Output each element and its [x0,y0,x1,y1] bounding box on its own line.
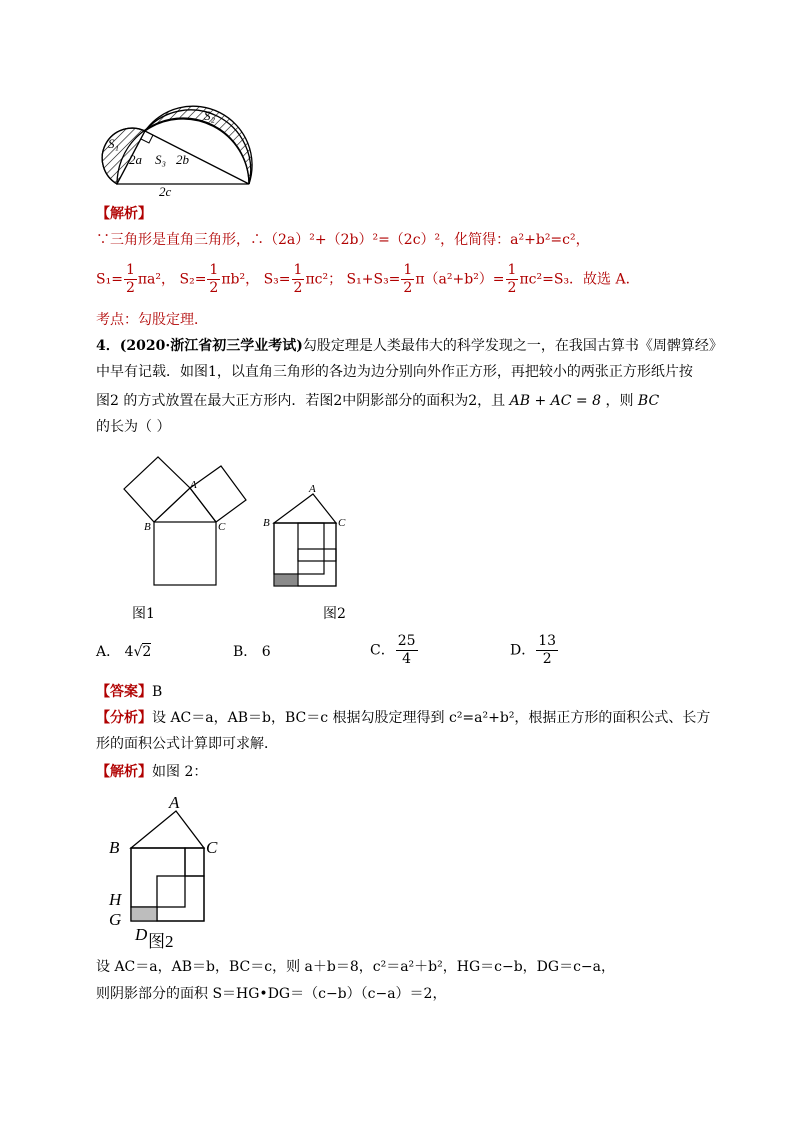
semicircle-figure [90,92,280,202]
figure-2-caption: 图2 [323,606,346,622]
answer-value: B [152,684,163,700]
square-ab-inner [298,549,336,586]
analysis-heading: 【解析】 [96,206,152,222]
figure-2-detailed [100,790,240,950]
label-h: H [109,890,122,909]
shaded-hg-dg [131,907,157,921]
label-2b: 2b [176,152,189,167]
analysis-equation: S₁= $\frac{1}{2}$ πa²， S₂= $\frac{1}{2}$ πb²， S₃= $\frac{1}{2}$ πc²； S₁+S₃= $\frac{1}{2}$ π（a²+b²）= $\frac{1}{2}$ πc²=S₃．故选 A． [96,262,640,296]
label-2c: 2c [159,184,172,199]
label-d: D [135,925,148,944]
question-4-line3: 图2 的方式放置在最大正方形内．若图2中阴影部分的面积为2，且 AB + AC = 8 ，则 BC [96,393,660,409]
label-c: C [206,838,218,857]
question-4-line1: 4．(2020·浙江省初三学业考试)勾股定理是人类最伟大的科学发现之一，在我国古算书《周髀算经》 [96,338,723,354]
label-s3: S₃ [155,152,167,167]
question-number: 4． [96,338,120,354]
answer-heading: 【答案】 [96,684,152,700]
triangle-abc [274,494,336,523]
fig2-label-c: C [338,517,346,529]
square-ac [190,466,246,522]
fig1-label-a: A [190,479,197,491]
square-ab [124,457,190,522]
square-bc [154,522,216,585]
fenxi-line2: 形的面积公式计算即可求解． [96,736,278,752]
shaded-region [274,574,298,586]
figure-2 [258,478,358,593]
figure-1 [118,455,258,595]
fig2-label-b: B [263,517,270,529]
label-2a: 2a [129,152,142,167]
square-ac-inner [298,523,336,561]
jiexi2-heading-line: 【解析】如图 2： [96,764,208,780]
fig2-label-a: A [309,483,316,495]
question-4-line4: 的长为（ ） [96,419,171,435]
label-s1: S₁ [108,136,120,151]
fenxi-line1: 【分析】设 AC＝a，AB＝b，BC＝c 根据勾股定理得到 c²=a²+b²，根据正方形的面积公式、长方 [96,710,711,726]
label-g: G [109,910,122,929]
fig-caption: 图2 [148,932,174,950]
jiexi2-line1: 设 AC＝a，AB＝b，BC＝c，则 a＋b＝8，c²＝a²＋b²，HG＝c−b，DG＝c−a， [96,959,615,975]
kaodian-line: 考点：勾股定理． [96,312,208,328]
label-b: B [109,838,120,857]
figure-1-caption: 图1 [132,606,155,622]
jiexi2-line2: 则阴影部分的面积 S＝HG•DG＝（c−b）（c−a）＝2， [96,986,447,1002]
option-b[interactable]: B． 6 [233,644,271,660]
label-a: A [169,793,180,812]
option-d[interactable]: D． $\frac{13}{2}$ [510,633,557,667]
question-source: (2020·浙江省初三学业考试) [119,338,303,354]
option-a[interactable]: A． 4√2 [96,644,152,660]
fig1-label-c: C [218,521,226,533]
answer-line [96,682,162,702]
fig1-label-b: B [144,521,151,533]
analysis-line1: ∵三角形是直角三角形，∴（2a）²+（2b）²=（2c）²，化简得：a²+b²=c²， [96,232,590,248]
label-s2: S₂ [204,108,216,123]
question-4-line2: 中早有记载．如图1，以直角三角形的各边为边分别向外作正方形，再把较小的两张正方形纸片按 [96,364,693,380]
option-c[interactable]: C． $\frac{25}{4}$ [370,633,416,667]
